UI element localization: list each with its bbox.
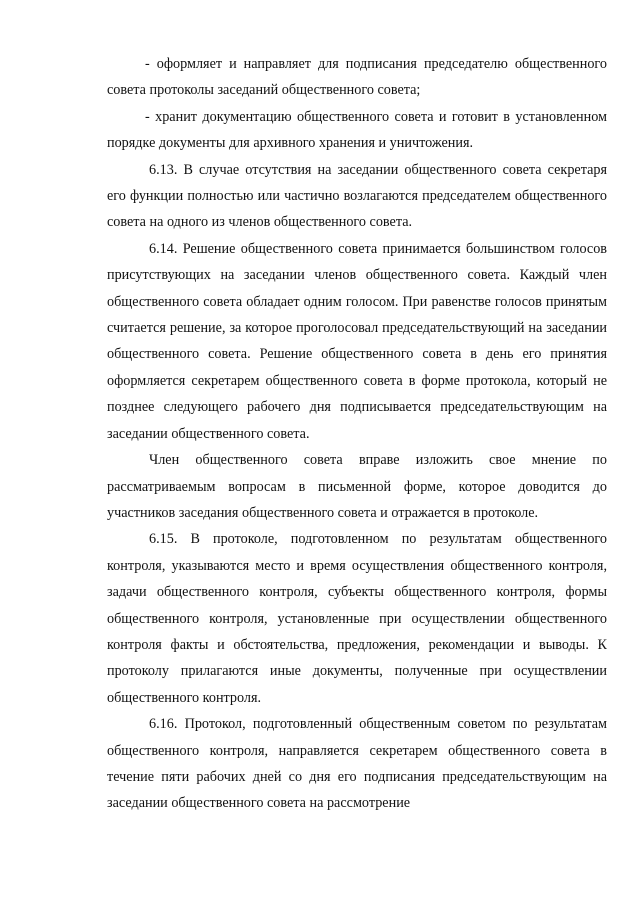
clause-6-16: 6.16. Протокол, подготовленный общественным советом по результатам общественного контроля, направляется секретарем общественного совета в течение пяти рабочих дней со дня его подписания председательствующим на заседании общественного совета на рассмотрение <box>107 716 607 812</box>
document-body <box>107 51 607 817</box>
bullet-item-archive-documents: - хранит документацию общественного совета и готовит в установленном порядке документы для архивного хранения и уничтожения. <box>107 108 607 152</box>
clause-6-14: 6.14. Решение общественного совета принимается большинством голосов присутствующих на заседании членов общественного совета. Каждый член общественного совета обладает одним голосом. При равенстве голосов принятым считается решение, за которое проголосовал председательствующий на заседании общественного совета. Решение общественного совета в день его принятия оформляется секретарем общественного совета в форме протокола, который не позднее следующего рабочего дня подписывается председательствующим на заседании общественного совета. <box>107 240 607 442</box>
clause-6-15: 6.15. В протоколе, подготовленном по результатам общественного контроля, указываются место и время осуществления общественного контроля, задачи общественного контроля, субъекты общественного контроля, формы общественного контроля, установленные при осуществлении общественного контроля факты и обстоятельства, предложения, рекомендации и выводы. К протоколу прилагаются иные документы, полученные при осуществлении общественного контроля. <box>107 531 607 706</box>
bullet-item-sign-protocols: - оформляет и направляет для подписания председателю общественного совета протоколы заседаний общественного совета; <box>107 56 607 99</box>
clause-6-14-member-opinion: Член общественного совета вправе изложить свое мнение по рассматриваемым вопросам в письменной форме, которое доводится до участников заседания общественного совета и отражается в протоколе. <box>107 452 607 521</box>
clause-6-13: 6.13. В случае отсутствия на заседании общественного совета секретаря его функции полностью или частично возлагаются председателем общественного совета на одного из членов общественного совета. <box>107 161 607 231</box>
